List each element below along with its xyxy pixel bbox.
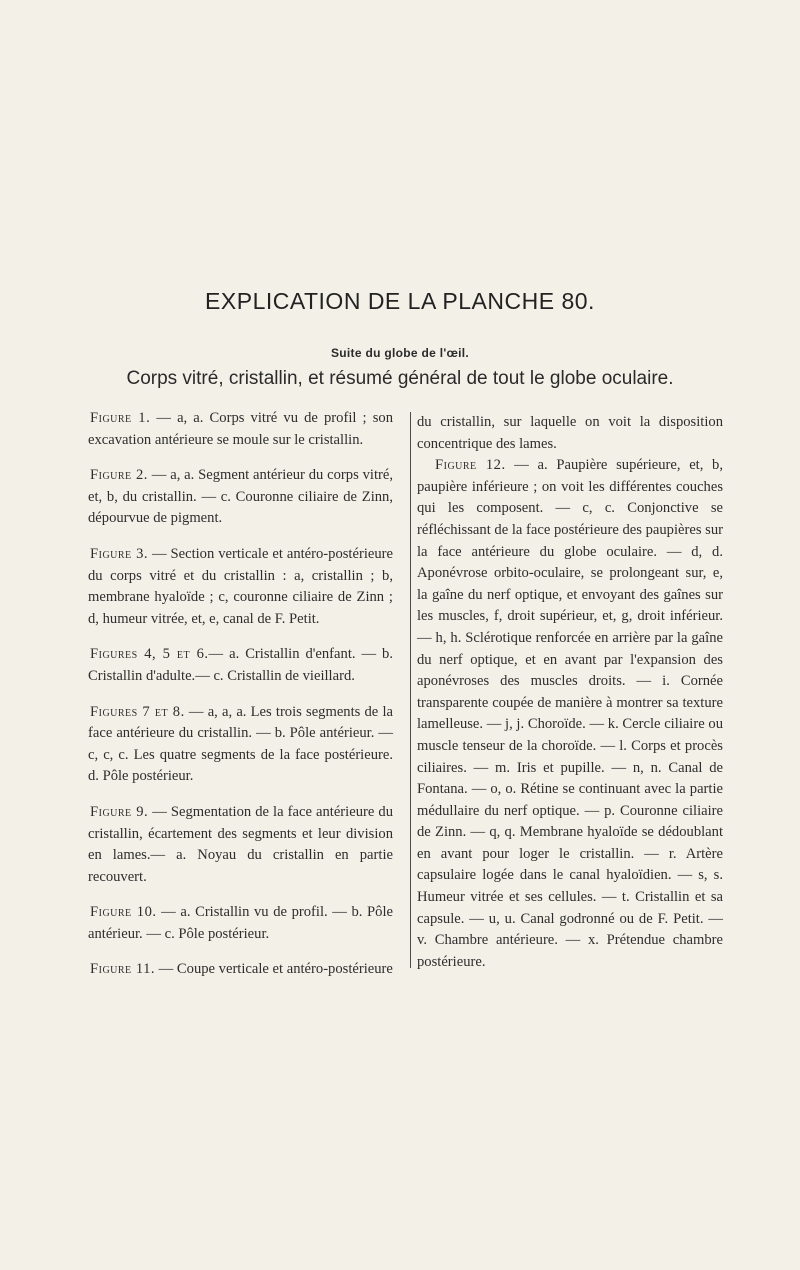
right-column xyxy=(410,412,723,968)
page-subtitle: Suite du globe de l'œil. xyxy=(330,346,470,360)
figure-text: — a. Cristallin d'enfant. — b. Cristallin d'adulte.— c. Cristallin de vieillard. xyxy=(88,646,394,684)
figure-text: — Section verticale et antéro-postérieure du corps vitré et du cristallin : a, cristallin ; b, membrane hyaloïde ; c, couronne ciliaire de Zinn ; d, humeur vitrée, et, e, canal de F. Petit. xyxy=(88,545,393,627)
figure-label: Figures 4, 5 et 6. xyxy=(90,646,209,663)
figure-caption xyxy=(88,465,393,530)
figure-label: Figure 12. xyxy=(435,457,506,474)
figure-label: Figure 3. xyxy=(90,545,149,562)
figure-label: Figure 2. xyxy=(90,467,148,484)
figure-text: — a. Cristallin vu de profil. — b. Pôle antérieur. — c. Pôle postérieur. xyxy=(88,904,393,942)
figure-label: Figure 9. xyxy=(90,803,149,820)
figure-text: — a. Paupière supérieure, et, b, paupière inférieure ; on voit les différentes couches qui les composent. — c, c. Conjonctive se réfléchissant de la face postérieure des paupières sur la face antérieure du globe oculaire. — d, d. Aponévrose orbito-oculaire, se prolongeant sur, e, la gaîne du nerf optique, et envoyant des gaînes sur les muscles, f, droit supérieur, et, g, droit inférieur. — h, h. Sclérotique renforcée en arrière par la gaîne du nerf optique, et en avant par l'expansion des aponévroses des muscles droits. — i. Cornée transparente coupée de manière à montrer sa texture lamelleuse. — j, j. Choroïde. — k. Cercle ciliaire ou muscle tenseur de la choroïde. — l. Corps et procès ciliaires. — m. Iris et pupille. — n, n. Canal de Fontana. — o, o. Rétine se continuant avec la partie médullaire du nerf optique. — p. Couronne ciliaire de Zinn. — q, q. Membrane hyaloïde se dédoublant en avant pour loger le cristallin. — r. Artère capsulaire logée dans le canal hyaloïdien. — s, s. Humeur vitrée et ses cellules. — t. Cristallin et sa capsule. — u, u. Canal godronné ou de F. Petit. — v. Chambre antérieure. — x. Prétendue chambre postérieure. xyxy=(417,457,723,970)
figure-caption xyxy=(417,455,723,973)
section-title: Corps vitré, cristallin, et résumé général de tout le globe oculaire. xyxy=(126,368,674,389)
figure-label: Figures 7 et 8. xyxy=(90,703,185,720)
figure-caption xyxy=(88,544,393,630)
figure-text: — a, a. Corps vitré vu de profil ; son excavation antérieure se moule sur le cristallin. xyxy=(88,410,393,448)
figure-text: — Segmentation de la face antérieure du cristallin, écartement des segments et leur division en lames.— a. Noyau du cristallin en partie recouvert. xyxy=(88,803,393,885)
figure-caption-continued xyxy=(417,412,723,455)
figure-caption xyxy=(88,644,393,687)
figure-text: — a, a. Segment antérieur du corps vitré, et, b, du cristallin. — c. Couronne ciliaire de Zinn, dépourvue de pigment. xyxy=(88,467,393,527)
figure-text: — Coupe verticale et antéro-postérieure xyxy=(155,961,393,978)
page-title: EXPLICATION DE LA PLANCHE 80. xyxy=(205,288,595,314)
figure-text: — a, a, a. Les trois segments de la face antérieure du cristallin. — b. Pôle antérieur. — c, c, c. Les quatre segments de la face postérieure. d. Pôle postérieur. xyxy=(88,703,393,785)
figure-caption xyxy=(88,802,393,888)
figure-text: du cristallin, sur laquelle on voit la disposition concentrique des lames. xyxy=(417,414,723,452)
figure-caption xyxy=(88,959,393,981)
figure-caption xyxy=(88,702,393,788)
left-column xyxy=(88,408,393,995)
figure-caption xyxy=(88,408,393,451)
figure-label: Figure 10. xyxy=(90,904,157,921)
figure-caption xyxy=(88,902,393,945)
figure-label: Figure 1. xyxy=(90,410,151,426)
figure-label: Figure 11. xyxy=(90,961,156,978)
